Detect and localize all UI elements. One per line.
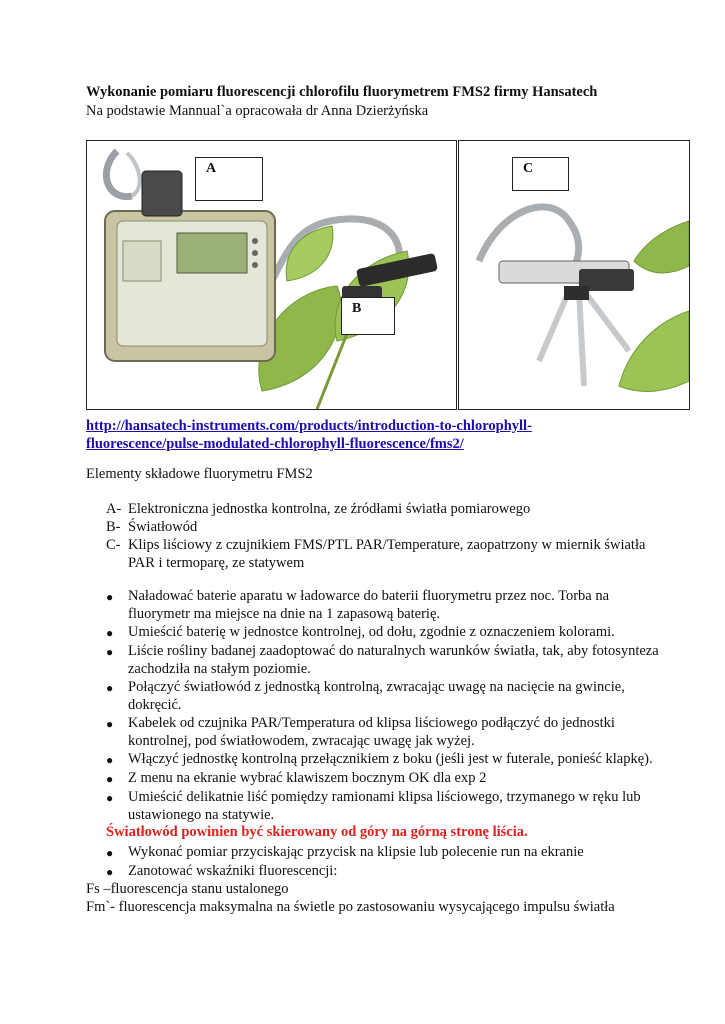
document-title: Wykonanie pomiaru fluorescencji chlorofilu fluorymetrem FMS2 firmy Hansatech [86,84,598,100]
list-marker: C- [106,537,121,553]
bullet-icon: ● [106,717,114,731]
list-item [106,769,666,788]
procedure-steps-2 [106,843,666,881]
list-item [106,587,666,623]
figure-leaf-clip [458,140,690,410]
note-fm: Fm`- fluorescencja maksymalna na świetle po zastosowaniu wysycającego impulsu światła [86,899,615,915]
link-line-2[interactable]: fluorescence/pulse-modulated-chlorophyll-fluorescence/fms2/ [86,436,464,452]
bullet-icon: ● [106,846,114,860]
components-list [106,500,666,572]
step-text: Kabelek od czujnika PAR/Temperatura od klipsa liściowego podłączyć do jednostki kontrolnej, pod światłowodem, zwracając uwagę jak wyżej. [128,715,615,749]
list-item [106,788,666,824]
list-item [106,642,666,678]
link-line-1[interactable]: http://hansatech-instruments.com/products/introduction-to-chlorophyll- [86,418,532,434]
list-item [106,536,666,572]
bullet-icon: ● [106,681,114,695]
bullet-icon: ● [106,791,114,805]
figure-control-unit [86,140,457,410]
list-item-text: Elektroniczna jednostka kontrolna, ze źródłami światła pomiarowego [128,501,531,517]
list-item [106,750,666,769]
label-c: C [512,157,569,191]
step-text: Zanotować wskaźniki fluorescencji: [128,863,338,879]
list-marker: B- [106,519,121,535]
bullet-icon: ● [106,772,114,786]
bullet-icon: ● [106,645,114,659]
bullet-icon: ● [106,753,114,767]
list-item-text: Światłowód [128,519,198,535]
warning-text: Światłowód powinien być skierowany od góry na górną stronę liścia. [106,824,528,840]
bullet-icon: ● [106,865,114,879]
step-text: Umieścić delikatnie liść pomiędzy ramionami klipsa liściowego, trzymanego w ręku lub ustawionego na statywie. [128,789,641,823]
leaf-clip-illustration [459,141,689,409]
list-item [106,623,666,642]
procedure-steps [106,587,666,824]
label-b: B [341,297,395,335]
step-text: Naładować baterie aparatu w ładowarce do baterii fluorymetru przez noc. Torba na fluorymetr ma miejsce na dnie na 1 zapasową baterię. [128,588,610,622]
note-fs: Fs –fluorescencja stanu ustalonego [86,881,289,897]
manufacturer-link[interactable] [86,417,532,453]
step-text: Liście rośliny badanej zaadoptować do naturalnych warunków światła, tak, aby fotosynteza zachodziła na stałym poziomie. [128,643,659,677]
fluorimeter-illustration [87,141,456,409]
label-a: A [195,157,263,201]
list-item [106,714,666,750]
document-subtitle: Na podstawie Mannual`a opracowała dr Anna Dzierżyńska [86,103,429,119]
step-text: Z menu na ekranie wybrać klawiszem bocznym OK dla exp 2 [128,770,487,786]
list-item [106,500,666,518]
step-text: Wykonać pomiar przyciskając przycisk na klipsie lub polecenie run na ekranie [128,844,584,860]
list-marker: A- [106,501,122,517]
step-text: Włączyć jednostkę kontrolną przełącznikiem z boku (jeśli jest w futerale, ponieść klapkę). [128,751,653,767]
list-item [106,518,666,536]
list-item [106,678,666,714]
bullet-icon: ● [106,590,114,604]
list-item [106,843,666,862]
section-title: Elementy składowe fluorymetru FMS2 [86,466,313,482]
step-text: Połączyć światłowód z jednostką kontrolną, zwracając uwagę na nacięcie na gwincie, dokręcić. [128,679,625,713]
list-item-text: Klips liściowy z czujnikiem FMS/PTL PAR/Temperature, zaopatrzony w miernik światła PAR i termoparę, ze statywem [128,537,646,571]
bullet-icon: ● [106,626,114,640]
step-text: Umieścić baterię w jednostce kontrolnej, od dołu, zgodnie z oznaczeniem kolorami. [128,624,615,640]
list-item [106,862,666,881]
